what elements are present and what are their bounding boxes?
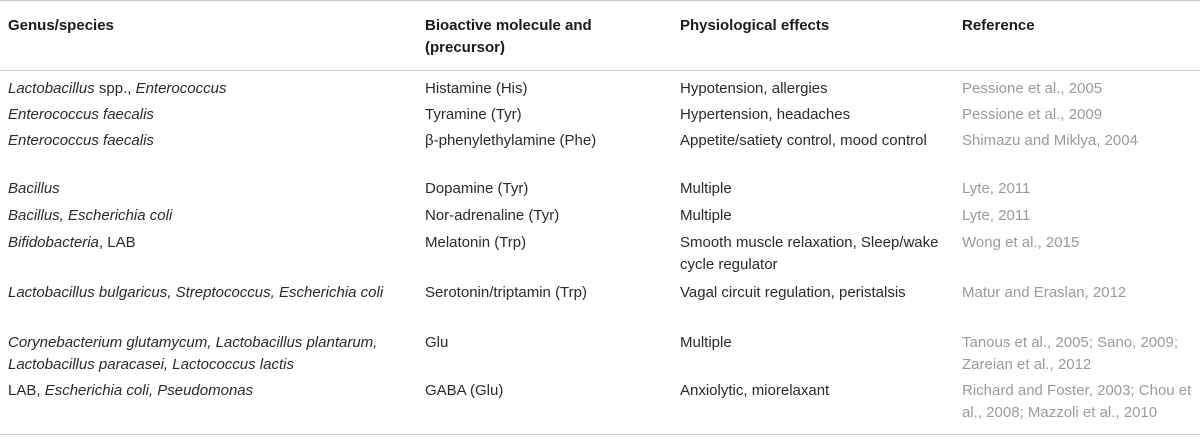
cell-reference: Pessione et al., 2005 (962, 80, 1103, 97)
cell-molecule: Dopamine (Tyr) (425, 180, 529, 197)
genus-text-run: Lactobacillus (8, 80, 95, 97)
cell-effects: Multiple (680, 334, 732, 351)
cell-genus (8, 380, 412, 402)
genus-text-run: Escherichia coli, Pseudomonas (44, 382, 254, 399)
cell-effects: Vagal circuit regulation, peristalsis (680, 284, 906, 301)
genus-text-run: Enterococcus faecalis (8, 106, 154, 123)
header-effects: Physiological effects (680, 17, 830, 34)
cell-effects: Smooth muscle relaxation, Sleep/wake cycle regulator (680, 234, 939, 273)
cell-reference: Richard and Foster, 2003; Chou et al., 2008; Mazzoli et al., 2010 (962, 382, 1192, 421)
cell-genus (8, 104, 412, 126)
header-reference: Reference (962, 17, 1035, 34)
cell-reference: Lyte, 2011 (962, 207, 1031, 224)
header-molecule: Bioactive molecule and (precursor) (425, 17, 592, 56)
cell-genus (8, 205, 412, 227)
header-rule (0, 70, 1200, 71)
cell-reference: Matur and Eraslan, 2012 (962, 284, 1127, 301)
table-top-rule (0, 0, 1200, 1)
cell-genus (8, 178, 412, 200)
genus-text-run: Bacillus, Escherichia coli (8, 207, 173, 224)
genus-text-run: Corynebacterium glutamycum, Lactobacillus plantarum, Lactobacillus paracasei, Lactococcus lactis (8, 334, 378, 373)
genus-text-run: Enterococcus (135, 80, 227, 97)
cell-molecule: β-phenylethylamine (Phe) (425, 132, 597, 149)
cell-molecule: Histamine (His) (425, 80, 528, 97)
cell-reference: Wong et al., 2015 (962, 234, 1080, 251)
genus-text-run: LAB, (8, 382, 45, 399)
cell-effects: Multiple (680, 180, 732, 197)
cell-molecule: GABA (Glu) (425, 382, 504, 399)
cell-reference: Shimazu and Miklya, 2004 (962, 132, 1138, 149)
cell-molecule: Tyramine (Tyr) (425, 106, 522, 123)
cell-effects: Appetite/satiety control, mood control (680, 132, 927, 149)
cell-effects: Hypertension, headaches (680, 106, 851, 123)
cell-molecule: Melatonin (Trp) (425, 234, 527, 251)
genus-text-run: Bacillus (8, 180, 60, 197)
genus-text-run: Bifidobacteria (8, 234, 99, 251)
genus-text-run: Enterococcus faecalis (8, 132, 154, 149)
cell-effects: Hypotension, allergies (680, 80, 828, 97)
cell-genus (8, 332, 412, 376)
cell-molecule: Nor-adrenaline (Tyr) (425, 207, 560, 224)
genus-text-run: Lactobacillus bulgaricus, Streptococcus, Escherichia coli (8, 284, 384, 301)
cell-reference: Tanous et al., 2005; Sano, 2009; Zareian et al., 2012 (962, 334, 1178, 373)
cell-reference: Lyte, 2011 (962, 180, 1031, 197)
cell-molecule: Glu (425, 334, 449, 351)
cell-molecule: Serotonin/triptamin (Trp) (425, 284, 587, 301)
header-genus: Genus/species (8, 17, 114, 34)
cell-reference: Pessione et al., 2009 (962, 106, 1103, 123)
cell-effects: Anxiolytic, miorelaxant (680, 382, 830, 399)
cell-effects: Multiple (680, 207, 732, 224)
genus-text-run: , LAB (98, 234, 136, 251)
genus-text-run: spp., (94, 80, 136, 97)
table-bottom-rule (0, 434, 1200, 435)
cell-genus (8, 78, 412, 100)
cell-genus (8, 130, 412, 152)
cell-genus (8, 282, 412, 304)
cell-genus (8, 232, 412, 254)
